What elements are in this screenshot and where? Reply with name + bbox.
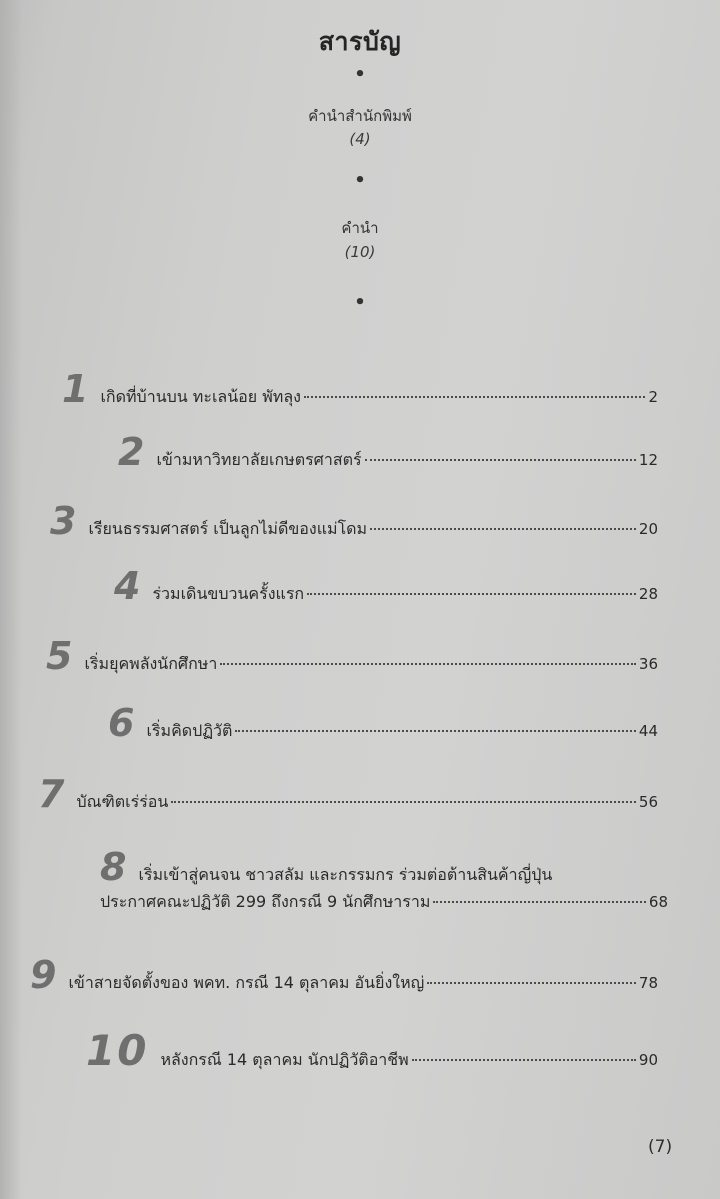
chapter-number: 1 (62, 367, 89, 411)
chapter-page: 36 (638, 655, 658, 673)
dot-leader (304, 396, 646, 398)
toc-entry[interactable] (118, 430, 658, 474)
chapter-title: หลังกรณี 14 ตุลาคม นักปฏิวัติอาชีพ (160, 1050, 409, 1069)
separator-dot: • (354, 292, 366, 313)
chapter-page: 68 (648, 893, 668, 911)
chapter-title: เริ่มเข้าสู่คนจน ชาวสลัม และกรรมกร ร่วมต่อต้านสินค้าญี่ปุ่น (138, 865, 553, 884)
toc-entry[interactable] (114, 564, 658, 608)
chapter-number: 3 (50, 499, 77, 543)
front-matter-title: คำนำ (341, 219, 379, 237)
front-matter-page: (10) (344, 243, 376, 261)
chapter-number: 10 (86, 1026, 149, 1075)
chapter-number: 8 (100, 845, 127, 889)
toc-entry[interactable] (30, 953, 658, 997)
dot-leader (433, 901, 646, 903)
chapter-title: เริ่มคิดปฏิวัติ (146, 721, 233, 740)
front-matter-title: คำนำสำนักพิมพ์ (308, 107, 412, 125)
chapter-page: 2 (648, 388, 658, 406)
chapter-title: เริ่มยุคพลังนักศึกษา (84, 654, 218, 673)
dot-leader (427, 982, 636, 984)
toc-entry[interactable] (38, 772, 658, 816)
dot-leader (235, 730, 635, 732)
dot-leader (307, 593, 636, 595)
chapter-title: เกิดที่บ้านบน ทะเลน้อย พัทลุง (100, 387, 301, 406)
chapter-number: 9 (30, 953, 57, 997)
chapter-number: 2 (118, 430, 145, 474)
chapter-title-continued: ประกาศคณะปฏิวัติ 299 ถึงกรณี 9 นักศึกษาราม (100, 892, 431, 911)
page-title: สารบัญ (318, 27, 402, 56)
chapter-page: 20 (638, 520, 658, 538)
toc-entry[interactable] (46, 634, 658, 678)
toc-entry[interactable] (62, 367, 658, 411)
chapter-number: 7 (38, 772, 65, 816)
chapter-number: 5 (46, 634, 73, 678)
page-number: (7) (648, 1137, 673, 1157)
chapter-page: 44 (638, 722, 658, 740)
toc-entry[interactable] (86, 1026, 658, 1075)
chapter-title: เรียนธรรมศาสตร์ เป็นลูกไม่ดีของแม่โดม (88, 519, 368, 538)
dot-leader (370, 528, 636, 530)
front-matter-page: (4) (349, 130, 371, 148)
chapter-number: 4 (114, 564, 141, 608)
chapter-title: เข้าสายจัดตั้งของ พคท. กรณี 14 ตุลาคม อันยิ่งใหญ่ (68, 973, 425, 992)
toc-entry[interactable] (108, 701, 658, 745)
chapter-number: 6 (108, 701, 135, 745)
separator-dot: • (354, 170, 366, 191)
chapter-page: 12 (638, 451, 658, 469)
dot-leader (171, 801, 636, 803)
dot-leader (365, 459, 636, 461)
toc-entry[interactable] (100, 845, 668, 915)
chapter-title: บัณฑิตเร่ร่อน (76, 792, 169, 811)
dot-leader (412, 1059, 636, 1061)
separator-dot: • (354, 64, 366, 85)
chapter-title: ร่วมเดินขบวนครั้งแรก (152, 584, 305, 603)
chapter-page: 78 (638, 974, 658, 992)
chapter-page: 90 (638, 1051, 658, 1069)
chapter-title: เข้ามหาวิทยาลัยเกษตรศาสตร์ (156, 450, 362, 469)
toc-entry[interactable] (50, 499, 658, 543)
chapter-page: 56 (638, 793, 658, 811)
chapter-page: 28 (638, 585, 658, 603)
dot-leader (220, 663, 636, 665)
